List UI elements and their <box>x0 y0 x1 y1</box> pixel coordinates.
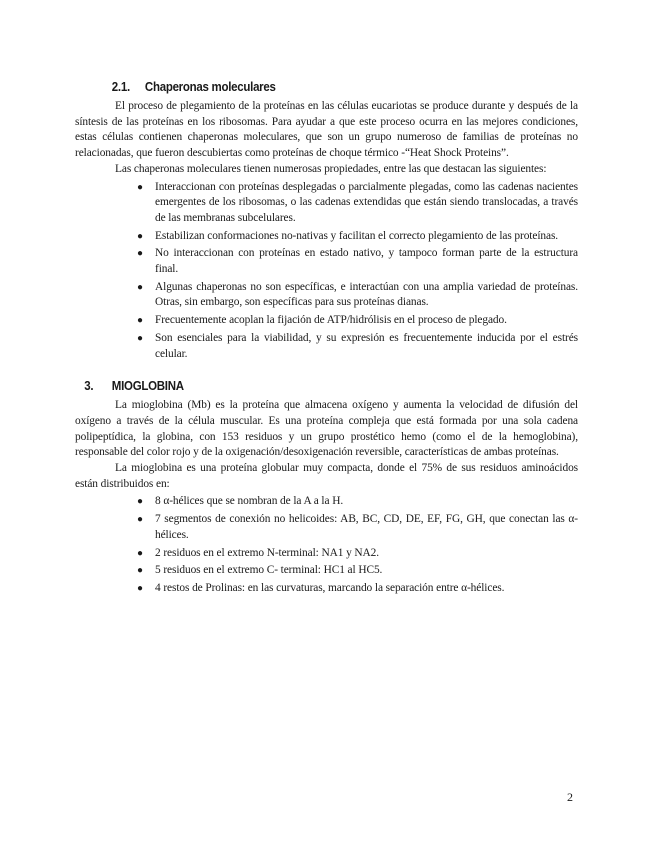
section-number: 3. <box>84 379 94 394</box>
bullet-icon: ● <box>137 496 143 508</box>
list-item: ● Son esenciales para la viabilidad, y su expresión es frecuentemente inducida por el estrés celular. <box>137 331 578 360</box>
section-title: Chaperonas moleculares <box>144 80 276 94</box>
paragraph: La mioglobina es una proteína globular muy compacta, donde el 75% de sus residuos aminoácidos están distribuidos en: <box>75 462 578 490</box>
bullet-icon: ● <box>137 248 143 260</box>
list-item: ● Algunas chaperonas no son específicas, e interactúan con una amplia variedad de proteínas. Otras, sin embargo, son específicas para sus proteínas dianas. <box>137 280 578 309</box>
page-number: 2 <box>567 790 573 804</box>
bullet-icon: ● <box>137 230 143 242</box>
section-heading-3 <box>75 379 538 393</box>
section-number: 2.1. <box>111 80 130 94</box>
list-item: ● 5 residuos en el extremo C- terminal: HC1 al HC5. <box>155 563 578 579</box>
section-title: MIOGLOBINA <box>111 379 184 394</box>
bullet-icon: ● <box>137 315 143 327</box>
bullet-list <box>75 494 578 596</box>
section-heading-2-1 <box>75 80 538 94</box>
list-item: ● 8 α-hélices que se nombran de la A a la H. <box>155 494 578 510</box>
bullet-list <box>75 180 578 363</box>
bullet-icon: ● <box>137 582 143 594</box>
page-content <box>75 80 578 600</box>
list-item: ● Estabilizan conformaciones no-nativas y facilitan el correcto plegamiento de las proteínas. <box>155 229 578 245</box>
list-item: ● Frecuentemente acoplan la fijación de ATP/hidrólisis en el proceso de plegado. <box>155 313 578 329</box>
list-item: ● 4 restos de Prolinas: en las curvaturas, marcando la separación entre α-hélices. <box>155 581 578 597</box>
paragraph: Las chaperonas moleculares tienen numerosas propiedades, entre las que destacan las siguientes: <box>115 162 547 175</box>
paragraph: El proceso de plegamiento de la proteínas en las células eucariotas se produce durante y después de la síntesis de las proteínas en los ribosomas. Para ayudar a que este proceso ocurra en las mejores condiciones, estas células contienen chaperonas moleculares, que son un grupo numeroso de familias de proteínas no relacionadas, que fueron descubiertas como proteínas de choque térmico -“Heat Shock Proteins”. <box>75 100 578 160</box>
list-item: ● Interaccionan con proteínas desplegadas o parcialmente plegadas, como las cadenas nacientes emergentes de los ribosomas, o las cadenas extendidas que están siendo translocadas, a través de las membranas subcelulares. <box>137 180 578 224</box>
list-item: ● No interaccionan con proteínas en estado nativo, y tampoco forman parte de la estructura final. <box>137 247 578 276</box>
list-item: ● 2 residuos en el extremo N-terminal: NA1 y NA2. <box>155 546 578 562</box>
bullet-icon: ● <box>137 181 143 193</box>
bullet-icon: ● <box>137 547 143 559</box>
bullet-icon: ● <box>137 281 143 293</box>
bullet-icon: ● <box>137 514 143 526</box>
list-item: ● 7 segmentos de conexión no helicoides: AB, BC, CD, DE, EF, FG, GH, que conectan las α-hélices. <box>137 513 578 541</box>
bullet-icon: ● <box>137 332 143 344</box>
paragraph: La mioglobina (Mb) es la proteína que almacena oxígeno y aumenta la velocidad de difusión del oxígeno a través de la célula muscular. Es una proteína compleja que está formada por una sola cadena polipeptídica, la globina, con 153 residuos y un grupo prostético hemo (como el de la hemoglobina), responsable del color rojo y de la oxigenación/desoxigenación reversible, características de ambas proteínas. <box>75 399 578 459</box>
bullet-icon: ● <box>137 565 143 577</box>
